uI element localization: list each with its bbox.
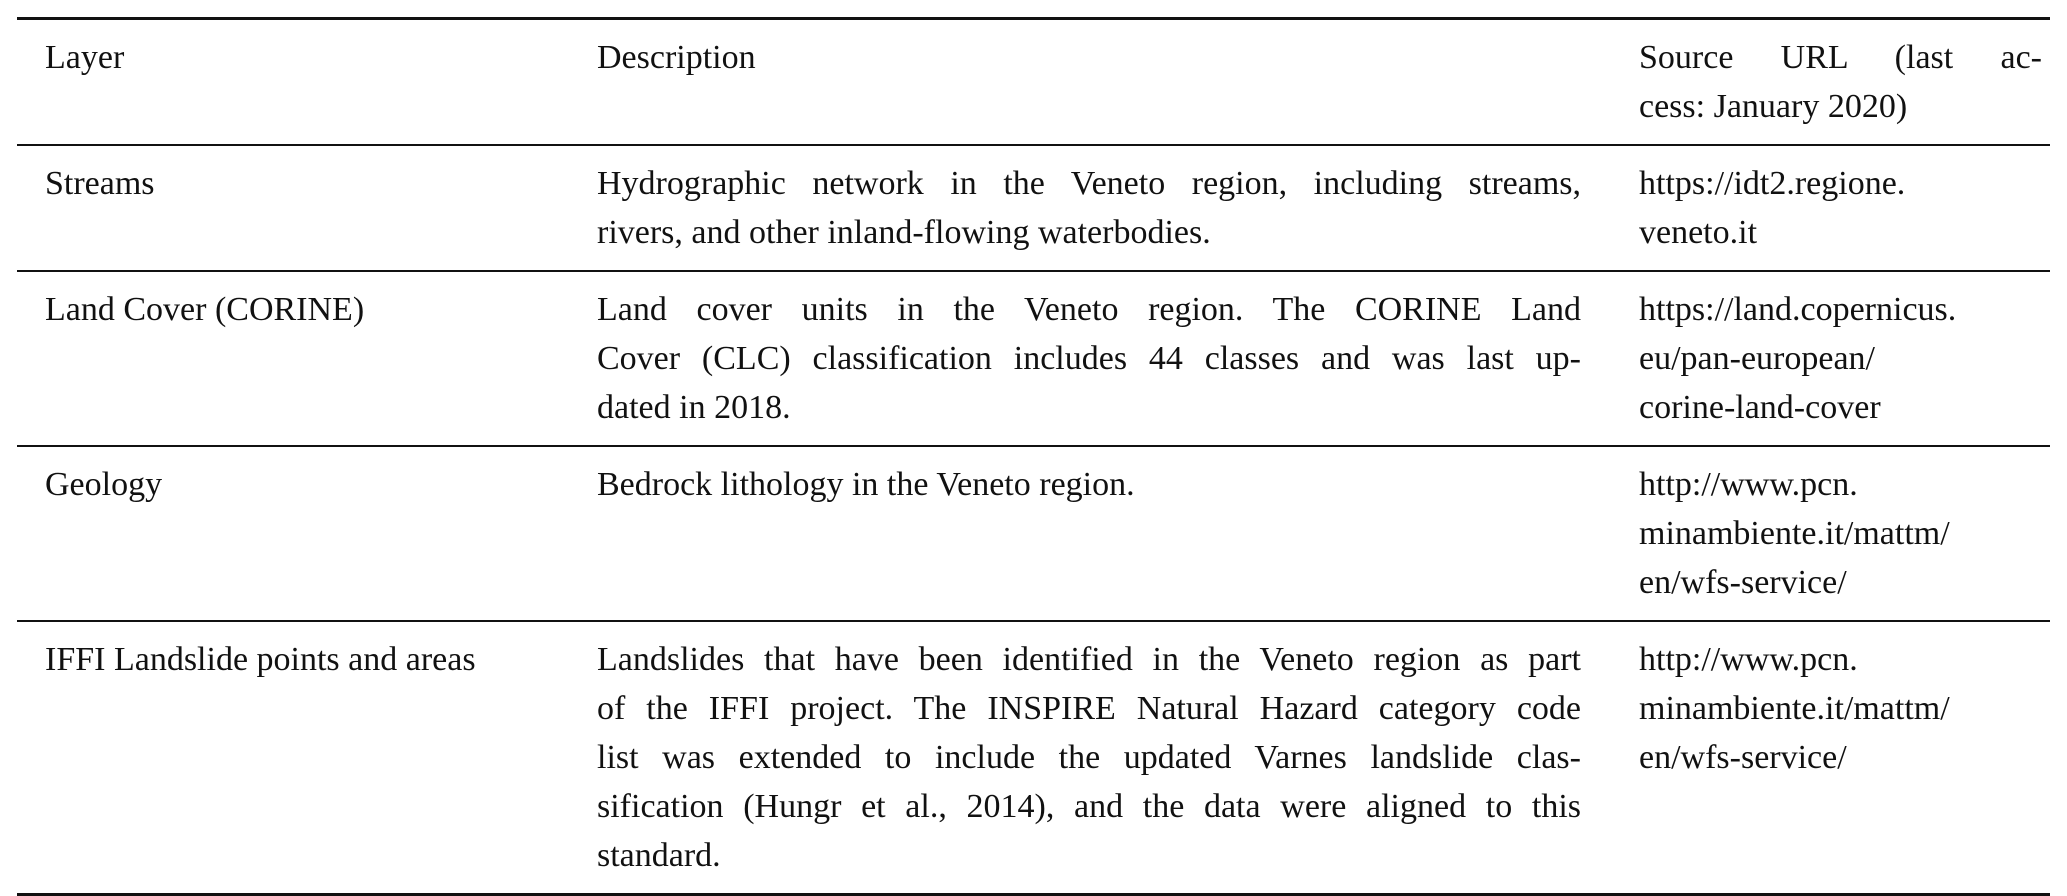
- table-row: [17, 271, 2050, 446]
- cell-source-url: [1621, 446, 2050, 621]
- source-url-line: minambiente.it/mattm/: [1639, 690, 1950, 727]
- cell-layer: Geology: [45, 466, 163, 503]
- description-line: Hydrographic network in the Veneto region, including streams,: [597, 165, 1581, 202]
- header-row: [17, 19, 2050, 146]
- cell-description: [569, 145, 1621, 271]
- description-line: Land cover units in the Veneto region. The CORINE Land: [597, 291, 1581, 328]
- header-source-line: cess: January 2020): [1639, 88, 1908, 125]
- source-url-line: en/wfs-service/: [1639, 739, 1847, 776]
- header-source-url: [1621, 19, 2050, 146]
- description-line: list was extended to include the updated Varnes landslide clas-: [597, 739, 1581, 776]
- cell-source-url: [1621, 621, 2050, 895]
- source-url-line: minambiente.it/mattm/: [1639, 515, 1950, 552]
- table-row: [17, 621, 2050, 895]
- source-url-line: corine-land-cover: [1639, 389, 1881, 426]
- header-layer: Layer: [45, 39, 125, 76]
- header-source-line: Source URL (last ac-: [1639, 39, 2042, 76]
- description-line: of the IFFI project. The INSPIRE Natural Hazard category code: [597, 690, 1581, 727]
- description-line: Cover (CLC) classification includes 44 classes and was last up-: [597, 340, 1581, 377]
- description-line: dated in 2018.: [597, 389, 791, 426]
- header-description: Description: [597, 39, 756, 76]
- table-row: [17, 145, 2050, 271]
- source-url-line: http://www.pcn.: [1639, 641, 1858, 678]
- cell-source-url: [1621, 145, 2050, 271]
- description-line: rivers, and other inland-flowing waterbodies.: [597, 214, 1211, 251]
- source-url-line: eu/pan-european/: [1639, 340, 1875, 377]
- cell-description: [569, 271, 1621, 446]
- cell-description: [569, 446, 1621, 621]
- source-url-line: https://land.copernicus.: [1639, 291, 1957, 328]
- cell-layer: Land Cover (CORINE): [45, 291, 365, 328]
- cell-source-url: [1621, 271, 2050, 446]
- source-url-line: http://www.pcn.: [1639, 466, 1858, 503]
- cell-layer-text: IFFI Landslide points and areas: [45, 641, 476, 678]
- source-url-line: en/wfs-service/: [1639, 564, 1847, 601]
- source-url-line: veneto.it: [1639, 214, 1758, 251]
- data-layers-table: [17, 17, 2050, 896]
- description-line: Bedrock lithology in the Veneto region.: [597, 466, 1135, 503]
- source-url-line: https://idt2.regione.: [1639, 165, 1906, 202]
- description-line: standard.: [597, 837, 721, 874]
- cell-layer: Streams: [45, 165, 155, 202]
- cell-description: [569, 621, 1621, 895]
- table-row: [17, 446, 2050, 621]
- description-line: sification (Hungr et al., 2014), and the data were aligned to this: [597, 788, 1581, 825]
- description-line: Landslides that have been identified in the Veneto region as part: [597, 641, 1581, 678]
- cell-layer: [17, 621, 569, 895]
